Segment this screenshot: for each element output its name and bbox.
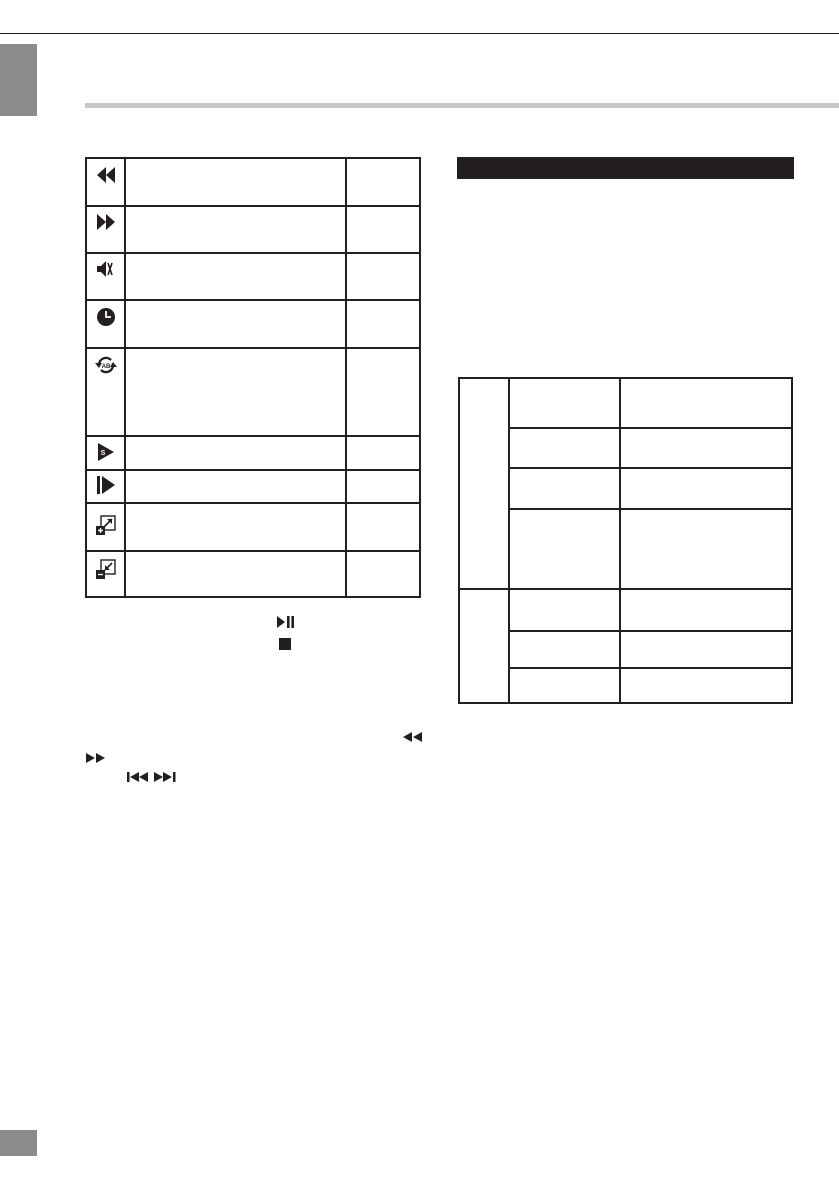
slow-play-icon xyxy=(95,441,117,463)
table-group-divider xyxy=(460,588,791,590)
language-tab xyxy=(0,44,37,116)
zoom-in-icon xyxy=(95,514,117,536)
table-row-divider xyxy=(508,427,791,429)
table-row-divider xyxy=(87,469,419,471)
table-column-divider xyxy=(345,159,347,596)
table-row-divider xyxy=(87,252,419,254)
rewind-icon xyxy=(402,731,424,743)
next-icon xyxy=(153,771,177,783)
clock-icon xyxy=(95,306,117,328)
header-rule xyxy=(85,103,839,108)
section-header-bar xyxy=(457,157,794,179)
table-row-divider xyxy=(508,667,791,669)
table-row-divider xyxy=(508,467,791,469)
top-crop-line xyxy=(0,33,839,34)
spec-table xyxy=(458,377,793,704)
forward-icon xyxy=(85,752,107,764)
table-row-divider xyxy=(508,508,791,510)
table-row-divider xyxy=(87,435,419,437)
table-row-divider xyxy=(87,205,419,207)
function-table xyxy=(85,157,421,598)
zoom-out-icon xyxy=(95,558,117,580)
svg-text:AB: AB xyxy=(101,364,111,370)
table-row-divider xyxy=(508,630,791,632)
previous-icon xyxy=(126,771,150,783)
play-pause-icon xyxy=(276,615,296,629)
svg-text:S: S xyxy=(100,450,106,457)
table-column-divider xyxy=(124,159,126,596)
section-title xyxy=(457,160,463,175)
fast-forward-icon xyxy=(95,211,117,233)
page-number-tab xyxy=(0,1130,37,1156)
table-row-divider xyxy=(87,299,419,301)
stop-icon xyxy=(279,638,291,650)
table-row-divider xyxy=(87,502,419,504)
step-icon xyxy=(95,474,117,496)
ab-repeat-icon xyxy=(95,354,117,376)
fast-rewind-icon xyxy=(95,164,117,186)
table-row-divider xyxy=(87,550,419,552)
table-row-divider xyxy=(87,347,419,349)
mute-icon xyxy=(95,258,117,280)
